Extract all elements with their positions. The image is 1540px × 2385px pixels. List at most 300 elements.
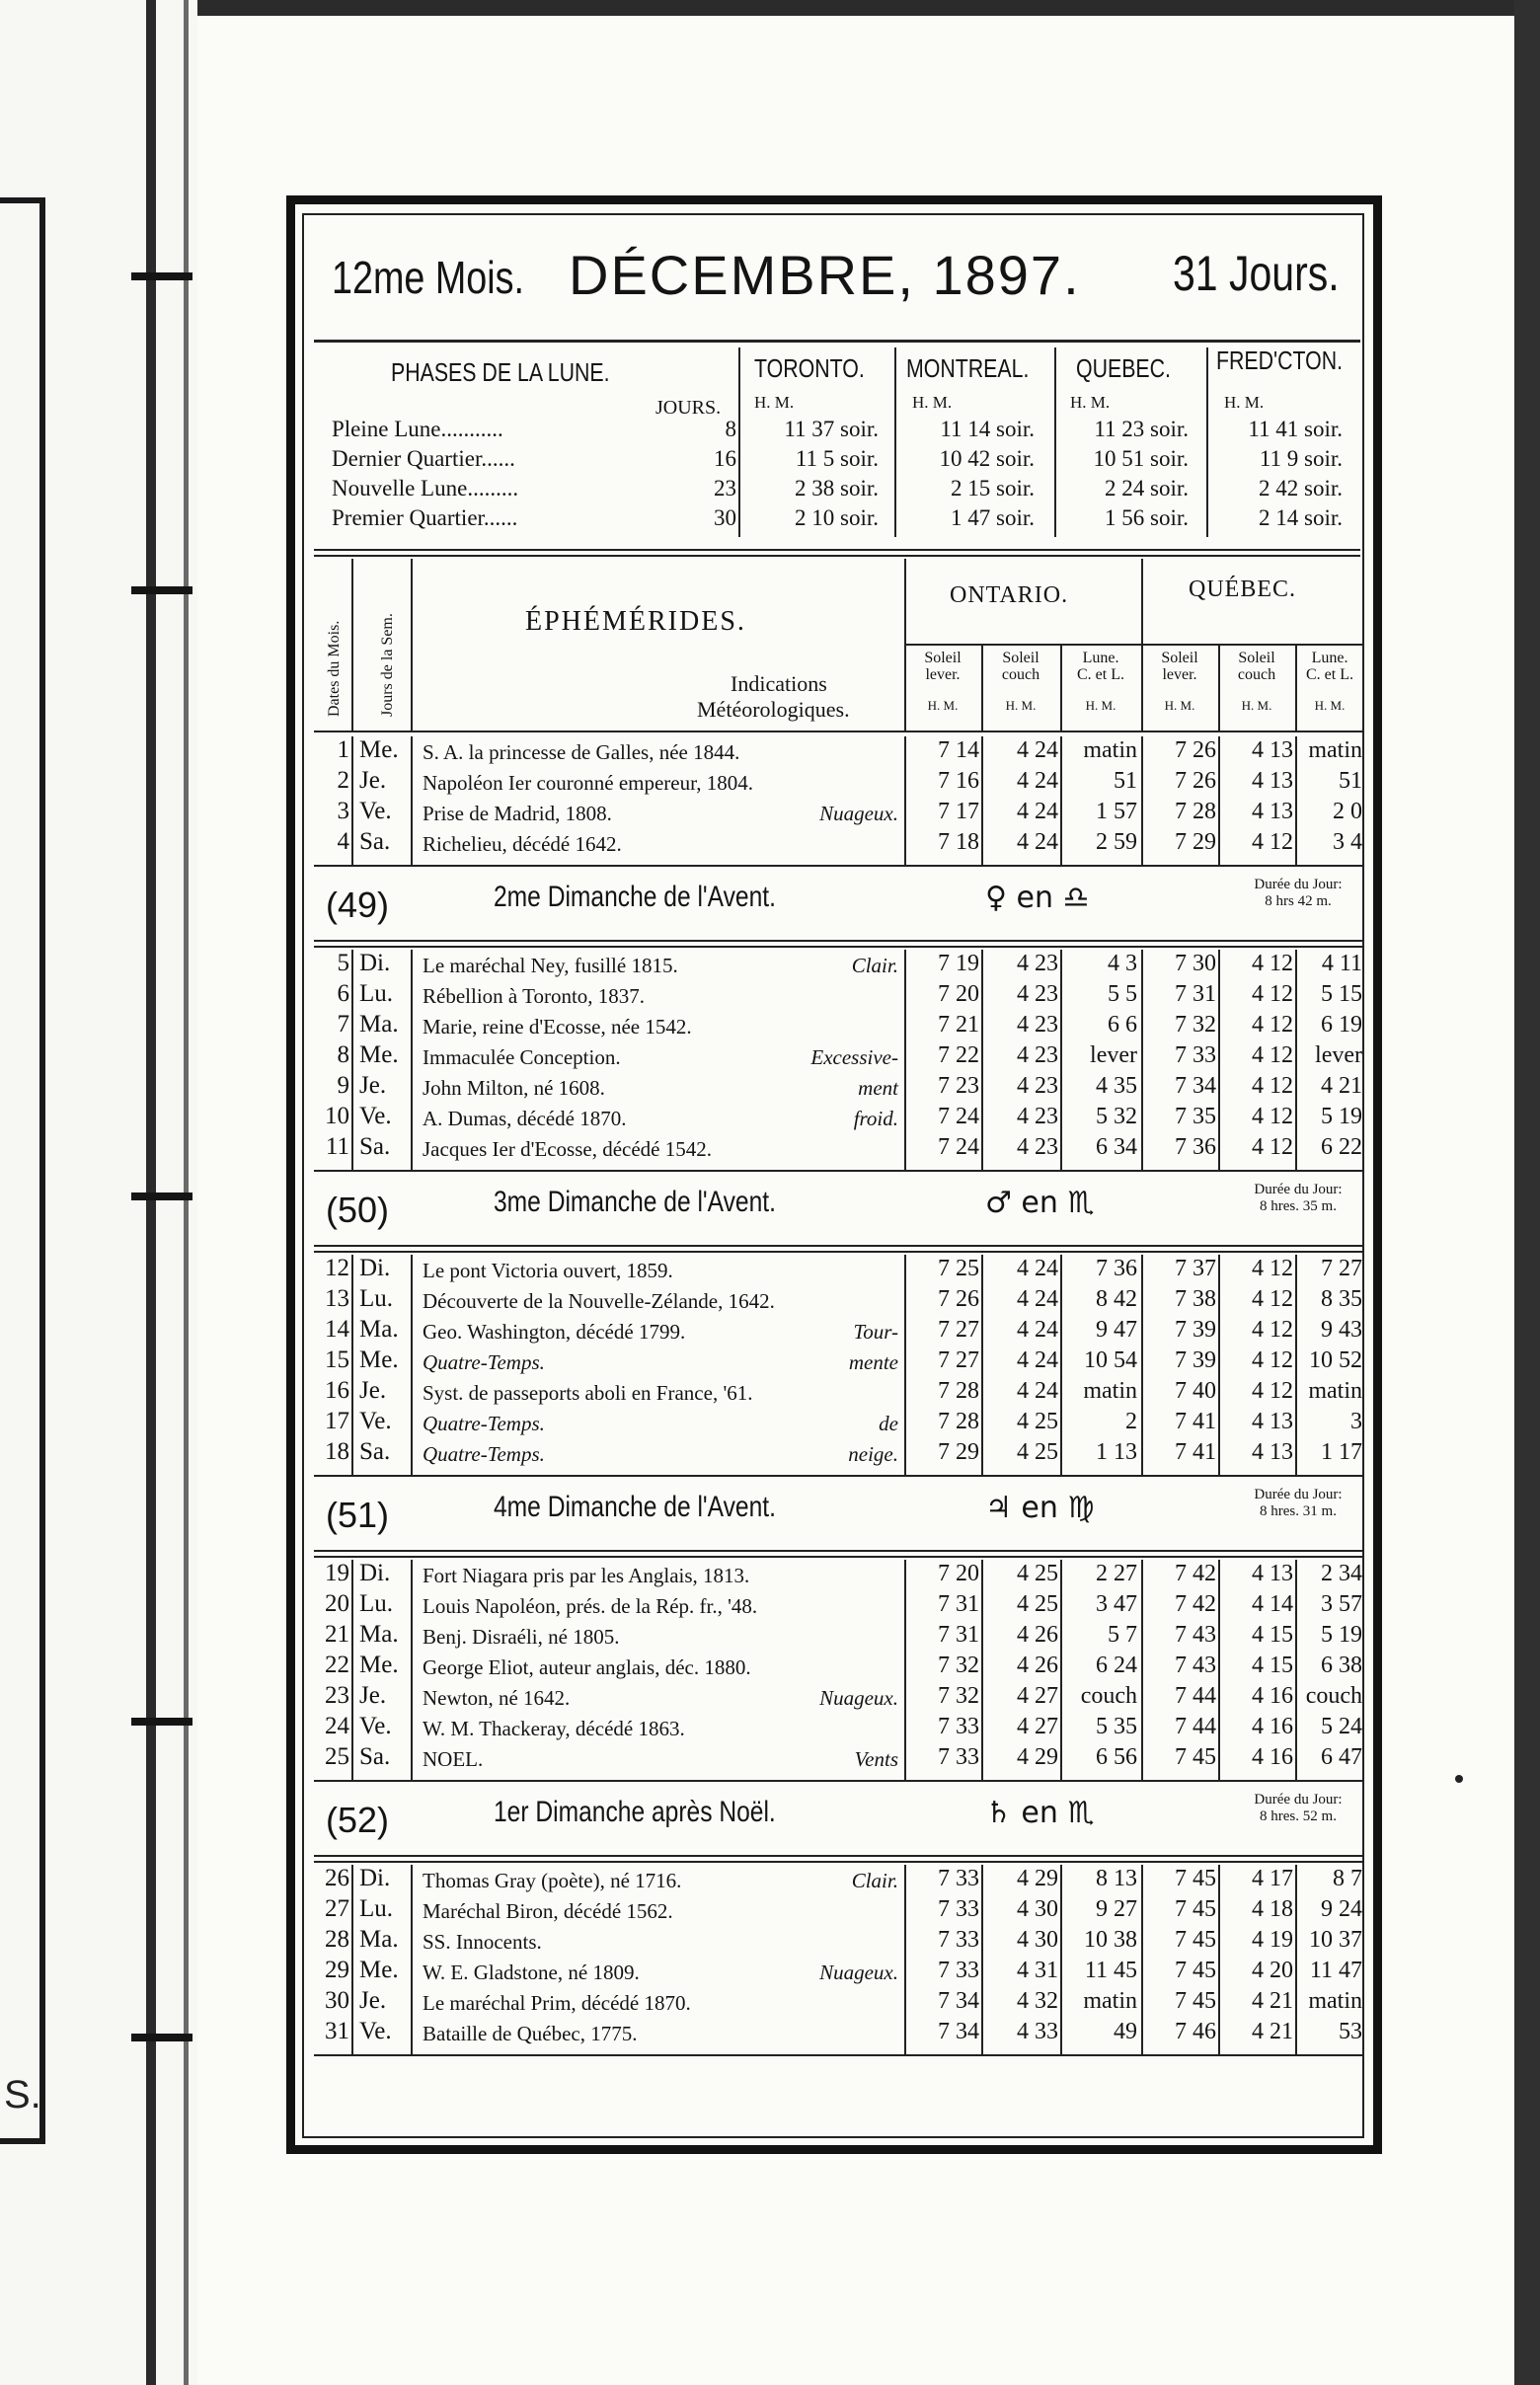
sunday-week-number: (49) [326, 885, 390, 925]
time-cell: 7 44 [1175, 1714, 1216, 1739]
month-number: 12me Mois. [332, 252, 524, 303]
ephemeris-event: Le pont Victoria ouvert, 1859. [423, 1259, 673, 1282]
col-divider [1060, 950, 1062, 1170]
time-cell: 5 5 [1108, 981, 1137, 1007]
phase-time: 11 37 soir. [784, 417, 879, 441]
time-cell: 3 4 [1333, 829, 1362, 855]
planet-position: ♃ en ♍ [985, 1491, 1095, 1525]
block-bottom-rule [314, 865, 1362, 867]
time-cell: 7 31 [1175, 981, 1216, 1007]
time-cell: 4 15 [1252, 1622, 1293, 1648]
time-cell: 4 24 [1017, 768, 1058, 794]
time-cell: 4 12 [1252, 1042, 1293, 1068]
col-divider [1295, 736, 1297, 865]
time-cell: 7 45 [1175, 1927, 1216, 1953]
time-cell: 7 43 [1175, 1622, 1216, 1648]
col-divider [1141, 1255, 1143, 1475]
time-cell: 4 26 [1017, 1653, 1058, 1678]
time-cell: 7 17 [938, 799, 979, 824]
ephemeris-event: Maréchal Biron, décédé 1562. [423, 1899, 673, 1923]
time-cell: 4 13 [1252, 1439, 1293, 1465]
time-cell: 4 31 [1017, 1958, 1058, 1983]
time-cell: 7 26 [938, 1286, 979, 1312]
col-divider [981, 950, 983, 1170]
time-cell: 5 7 [1108, 1622, 1137, 1648]
time-cell: 7 34 [938, 1988, 979, 2014]
time-cell: 7 41 [1175, 1439, 1216, 1465]
day-length-label: Durée du Jour: [1254, 1792, 1343, 1808]
col-divider [981, 1865, 983, 2054]
time-cell: 7 30 [1175, 951, 1216, 976]
ephemeris-event: Geo. Washington, décédé 1799. [423, 1320, 686, 1344]
day-length-value: 8 hres. 31 m. [1260, 1503, 1337, 1519]
weekday: Je. [359, 1987, 387, 2014]
col-divider [411, 1865, 413, 2054]
city-toronto: TORONTO. [754, 353, 865, 383]
weather-indication: Nuageux. [819, 802, 898, 825]
previous-page-frame [0, 197, 45, 2144]
day-length-label: Durée du Jour: [1254, 877, 1343, 892]
time-cell: 7 20 [938, 1561, 979, 1586]
col-divider [904, 736, 906, 865]
time-cell: matin [1308, 1378, 1362, 1404]
ephemerides-title: ÉPHÉMÉRIDES. [525, 606, 746, 637]
weekday: Me. [359, 1652, 399, 1678]
time-cell: 4 23 [1017, 981, 1058, 1007]
time-cell: 4 12 [1252, 1286, 1293, 1312]
col-divider [1060, 644, 1062, 732]
hm-label: H. M. [912, 393, 953, 412]
col-divider [904, 1560, 906, 1780]
time-cell: 10 38 [1084, 1927, 1137, 1953]
time-cell: 4 12 [1252, 951, 1293, 976]
time-cell: 7 37 [1175, 1256, 1216, 1281]
time-cell: 6 19 [1321, 1012, 1362, 1038]
time-cell: 7 34 [1175, 1073, 1216, 1099]
weekday: Ve. [359, 1103, 392, 1129]
time-cell: 4 12 [1252, 1378, 1293, 1404]
date-of-month: 4 [337, 828, 349, 855]
date-of-month: 18 [325, 1438, 349, 1465]
phase-time: 11 9 soir. [1259, 446, 1343, 471]
column-header: Lune. [1311, 650, 1348, 666]
time-cell: 7 42 [1175, 1561, 1216, 1586]
time-cell: 7 27 [938, 1347, 979, 1373]
time-cell: 5 32 [1096, 1104, 1137, 1129]
sunday-title: 4me Dimanche de l'Avent. [494, 1491, 776, 1523]
time-cell: 4 23 [1017, 1042, 1058, 1068]
time-cell: 4 21 [1252, 2019, 1293, 2044]
time-cell: 1 57 [1096, 799, 1137, 824]
block-rule [314, 1251, 1362, 1253]
day-length-label: Durée du Jour: [1254, 1487, 1343, 1502]
time-cell: 3 [1350, 1409, 1362, 1434]
date-of-month: 8 [337, 1041, 349, 1068]
planet-position: ♀ en ♎ [985, 881, 1090, 915]
date-of-month: 20 [325, 1590, 349, 1617]
time-cell: 7 33 [1175, 1042, 1216, 1068]
time-cell: 7 42 [1175, 1591, 1216, 1617]
time-cell: 7 33 [938, 1744, 979, 1770]
phase-divider [1054, 347, 1056, 537]
col-divider [351, 1255, 353, 1475]
phase-time: 2 38 soir. [795, 476, 879, 500]
time-cell: 6 38 [1321, 1653, 1362, 1678]
phase-time: 10 51 soir. [1093, 446, 1189, 471]
time-cell: matin [1083, 1378, 1137, 1404]
date-of-month: 15 [325, 1346, 349, 1373]
time-cell: 4 27 [1017, 1683, 1058, 1709]
time-cell: 4 13 [1252, 799, 1293, 824]
ephemeris-event: S. A. la princesse de Galles, née 1844. [423, 740, 740, 764]
time-cell: matin [1083, 1988, 1137, 2014]
weekday: Sa. [359, 1743, 391, 1770]
hm-units: H. M. [1005, 698, 1037, 713]
date-of-month: 22 [325, 1652, 349, 1678]
time-cell: 7 34 [938, 2019, 979, 2044]
col-divider [1295, 1560, 1297, 1780]
weekday: Ve. [359, 798, 392, 824]
col-divider [904, 1255, 906, 1475]
ephemeris-event: W. E. Gladstone, né 1809. [423, 1961, 640, 1984]
ephemeris-event: Thomas Gray (poète), né 1716. [423, 1869, 682, 1892]
time-cell: 7 31 [938, 1622, 979, 1648]
weekday: Me. [359, 1957, 399, 1983]
ephemeris-event: Benj. Disraéli, né 1805. [423, 1625, 620, 1649]
col-divider [1218, 1255, 1220, 1475]
time-cell: 5 19 [1321, 1104, 1362, 1129]
hm-label: H. M. [1070, 393, 1111, 412]
weekday: Di. [359, 1560, 391, 1586]
time-cell: 7 33 [938, 1896, 979, 1922]
ephemeris-event: Prise de Madrid, 1808. [423, 802, 612, 825]
time-cell: lever [1090, 1042, 1137, 1068]
date-of-month: 5 [337, 950, 349, 976]
time-cell: 53 [1339, 2019, 1362, 2044]
time-cell: 4 23 [1017, 1104, 1058, 1129]
column-header: C. et L. [1306, 666, 1353, 683]
date-of-month: 26 [325, 1865, 349, 1891]
time-cell: 4 18 [1252, 1896, 1293, 1922]
day-length-value: 8 hres. 35 m. [1260, 1198, 1337, 1214]
day-length-label: Durée du Jour: [1254, 1182, 1343, 1197]
time-cell: 7 18 [938, 829, 979, 855]
sunday-title: 2me Dimanche de l'Avent. [494, 881, 776, 913]
phase-time: 2 42 soir. [1259, 476, 1343, 500]
col-divider [1141, 950, 1143, 1170]
time-cell: 9 27 [1096, 1896, 1137, 1922]
phase-day: 8 [725, 417, 736, 441]
time-cell: 4 12 [1252, 1347, 1293, 1373]
ephemeris-event: Newton, né 1642. [423, 1686, 571, 1710]
weekday: Ve. [359, 2018, 392, 2044]
time-cell: 2 34 [1321, 1561, 1362, 1586]
time-cell: 4 24 [1017, 799, 1058, 824]
city-quebec: QUEBEC. [1076, 353, 1171, 383]
time-cell: 7 16 [938, 768, 979, 794]
time-cell: 4 19 [1252, 1927, 1293, 1953]
time-cell: 4 23 [1017, 1073, 1058, 1099]
ephemeris-event: Quatre-Temps. [423, 1442, 545, 1466]
time-cell: 6 56 [1096, 1744, 1137, 1770]
region-ontario: ONTARIO. [950, 582, 1069, 608]
col-divider [1141, 1865, 1143, 2054]
column-header: Soleil [1161, 650, 1198, 666]
time-cell: 7 45 [1175, 1958, 1216, 1983]
col-divider [351, 1865, 353, 2054]
time-cell: 4 16 [1252, 1683, 1293, 1709]
col-divider [351, 559, 353, 732]
time-cell: 7 24 [938, 1134, 979, 1160]
binding-thread [131, 586, 192, 594]
ephemeris-event: Rébellion à Toronto, 1837. [423, 984, 646, 1008]
date-of-month: 28 [325, 1926, 349, 1953]
time-cell: 7 14 [938, 737, 979, 763]
weather-indication: Nuageux. [819, 1961, 898, 1984]
time-cell: 7 27 [1321, 1256, 1362, 1281]
phase-day: 23 [714, 476, 736, 500]
time-cell: 7 21 [938, 1012, 979, 1038]
block-bottom-rule [314, 1780, 1362, 1782]
jours-label: JOURS. [655, 397, 722, 419]
time-cell: 7 41 [1175, 1409, 1216, 1434]
column-header: Soleil [924, 650, 962, 666]
phases-title: PHASES DE LA LUNE. [391, 357, 610, 387]
col-divider [1295, 950, 1297, 1170]
col-divider [1218, 950, 1220, 1170]
time-cell: 8 7 [1333, 1866, 1362, 1891]
time-cell: 4 13 [1252, 737, 1293, 763]
time-cell: 4 16 [1252, 1714, 1293, 1739]
time-cell: 4 24 [1017, 1347, 1058, 1373]
phase-time: 2 10 soir. [795, 505, 879, 530]
time-cell: 3 47 [1096, 1591, 1137, 1617]
time-cell: 4 12 [1252, 1104, 1293, 1129]
day-length-value: 8 hres. 52 m. [1260, 1808, 1337, 1824]
time-cell: 7 40 [1175, 1378, 1216, 1404]
time-cell: 7 45 [1175, 1866, 1216, 1891]
time-cell: 7 46 [1175, 2019, 1216, 2044]
date-of-month: 16 [325, 1377, 349, 1404]
time-cell: 6 6 [1108, 1012, 1137, 1038]
phase-time: 11 5 soir. [795, 446, 879, 471]
time-cell: 4 30 [1017, 1927, 1058, 1953]
meteo-label: Météorologiques. [697, 697, 850, 722]
ephemeris-event: Marie, reine d'Ecosse, née 1542. [423, 1015, 692, 1039]
date-of-month: 19 [325, 1560, 349, 1586]
weekday: Me. [359, 736, 399, 763]
column-header: Soleil [1238, 650, 1275, 666]
weekday: Di. [359, 950, 391, 976]
time-cell: 4 23 [1017, 951, 1058, 976]
phase-name: Dernier Quartier...... [332, 446, 515, 471]
time-cell: 4 25 [1017, 1591, 1058, 1617]
time-cell: 4 21 [1321, 1073, 1362, 1099]
weekday: Sa. [359, 1438, 391, 1465]
weekday: Di. [359, 1865, 391, 1891]
time-cell: 8 35 [1321, 1286, 1362, 1312]
hm-units: H. M. [1241, 698, 1272, 713]
ephemeris-event: Découverte de la Nouvelle-Zélande, 1642. [423, 1289, 775, 1313]
time-cell: 2 59 [1096, 829, 1137, 855]
indications-label: Indications [731, 671, 827, 696]
time-cell: 11 47 [1309, 1958, 1362, 1983]
time-cell: 2 27 [1096, 1561, 1137, 1586]
block-bottom-rule [314, 1475, 1362, 1477]
col-divider [1295, 1255, 1297, 1475]
col-divider [351, 736, 353, 865]
hm-units: H. M. [1085, 698, 1116, 713]
time-cell: 7 33 [938, 1714, 979, 1739]
time-cell: 7 32 [1175, 1012, 1216, 1038]
time-cell: 4 12 [1252, 1134, 1293, 1160]
hm-label: H. M. [754, 393, 795, 412]
col-divider [411, 1560, 413, 1780]
time-cell: 7 36 [1096, 1256, 1137, 1281]
weather-indication: neige. [848, 1442, 898, 1466]
ephemeris-event: NOEL. [423, 1747, 484, 1771]
time-cell: 4 12 [1252, 1317, 1293, 1343]
time-cell: 4 21 [1252, 1988, 1293, 2014]
phase-divider [1206, 347, 1208, 537]
block-bottom-rule [314, 2054, 1362, 2056]
hm-units: H. M. [1314, 698, 1346, 713]
col-divider [904, 1865, 906, 2054]
city-montreal: MONTREAL. [906, 353, 1030, 383]
phase-time: 11 14 soir. [940, 417, 1035, 441]
time-cell: 4 17 [1252, 1866, 1293, 1891]
date-of-month: 12 [325, 1255, 349, 1281]
weekday: Ve. [359, 1713, 392, 1739]
time-cell: 7 45 [1175, 1744, 1216, 1770]
weather-indication: Tour- [853, 1320, 898, 1344]
date-of-month: 10 [325, 1103, 349, 1129]
time-cell: 3 57 [1321, 1591, 1362, 1617]
section-rule [314, 549, 1360, 551]
time-cell: 8 42 [1096, 1286, 1137, 1312]
sunday-title: 3me Dimanche de l'Avent. [494, 1186, 776, 1218]
time-cell: matin [1083, 737, 1137, 763]
col-divider [1060, 1255, 1062, 1475]
time-cell: 7 24 [938, 1104, 979, 1129]
col-divider [1218, 644, 1220, 732]
binding-thread [131, 1718, 192, 1726]
col-divider [1295, 644, 1297, 732]
hm-units: H. M. [927, 698, 959, 713]
weekday: Je. [359, 767, 387, 794]
phase-time: 11 41 soir. [1248, 417, 1343, 441]
ephemeris-event: Le maréchal Prim, décédé 1870. [423, 1991, 691, 2015]
block-bottom-rule [314, 1170, 1362, 1172]
ephemeris-event: Fort Niagara pris par les Anglais, 1813. [423, 1564, 750, 1587]
date-of-month: 29 [325, 1957, 349, 1983]
ephemeris-event: Immaculée Conception. [423, 1045, 621, 1069]
weekday: Me. [359, 1041, 399, 1068]
ephemeris-event: Richelieu, décédé 1642. [423, 832, 622, 856]
days-count: 31 Jours. [1173, 246, 1340, 301]
time-cell: 7 28 [938, 1409, 979, 1434]
date-of-month: 17 [325, 1408, 349, 1434]
col-divider [981, 644, 983, 732]
time-cell: 7 22 [938, 1042, 979, 1068]
time-cell: matin [1308, 1988, 1362, 2014]
weekdays-label: Jours de la Sem. [379, 613, 396, 717]
weekday: Di. [359, 1255, 391, 1281]
time-cell: 6 47 [1321, 1744, 1362, 1770]
phase-time: 1 56 soir. [1105, 505, 1189, 530]
time-cell: 7 44 [1175, 1683, 1216, 1709]
time-cell: lever [1315, 1042, 1362, 1068]
time-cell: 4 13 [1252, 768, 1293, 794]
time-cell: 4 30 [1017, 1896, 1058, 1922]
time-cell: 4 29 [1017, 1866, 1058, 1891]
col-divider [904, 950, 906, 1170]
time-cell: 4 13 [1252, 1409, 1293, 1434]
previous-page-fragment: S. [4, 2073, 41, 2116]
col-divider [1141, 736, 1143, 865]
ephemeris-event: John Milton, né 1608. [423, 1076, 605, 1100]
page-inner-border [302, 213, 1364, 2138]
ephemeris-event: W. M. Thackeray, décédé 1863. [423, 1717, 685, 1740]
time-cell: 7 33 [938, 1866, 979, 1891]
column-header: Soleil [1002, 650, 1040, 666]
weather-indication: de [879, 1412, 898, 1435]
time-cell: 8 13 [1096, 1866, 1137, 1891]
col-divider [981, 1255, 983, 1475]
time-cell: 51 [1339, 768, 1362, 794]
date-of-month: 21 [325, 1621, 349, 1648]
weekday: Lu. [359, 1285, 394, 1312]
time-cell: 4 14 [1252, 1591, 1293, 1617]
time-cell: 7 45 [1175, 1988, 1216, 2014]
time-cell: 7 38 [1175, 1286, 1216, 1312]
day-length-value: 8 hrs 42 m. [1265, 893, 1332, 909]
date-of-month: 2 [337, 767, 349, 794]
time-cell: 7 36 [1175, 1134, 1216, 1160]
time-cell: 5 35 [1096, 1714, 1137, 1739]
time-cell: 7 35 [1175, 1104, 1216, 1129]
weekday: Ve. [359, 1408, 392, 1434]
time-cell: couch [1080, 1683, 1137, 1709]
phase-day: 30 [714, 505, 736, 530]
time-cell: 1 13 [1096, 1439, 1137, 1465]
sunday-title: 1er Dimanche après Noël. [494, 1796, 776, 1828]
time-cell: 7 32 [938, 1683, 979, 1709]
binding-thread [131, 2034, 192, 2041]
weekday: Lu. [359, 980, 394, 1007]
hm-units: H. M. [1164, 698, 1195, 713]
col-divider [411, 736, 413, 865]
time-cell: 6 34 [1096, 1134, 1137, 1160]
block-rule [314, 1245, 1362, 1247]
time-cell: 4 25 [1017, 1561, 1058, 1586]
sunday-week-number: (51) [326, 1495, 390, 1535]
time-cell: 7 39 [1175, 1317, 1216, 1343]
time-cell: couch [1305, 1683, 1362, 1709]
time-cell: 7 28 [1175, 799, 1216, 824]
weather-indication: froid. [853, 1107, 898, 1130]
ephemeris-event: Le maréchal Ney, fusillé 1815. [423, 954, 678, 977]
time-cell: 4 11 [1321, 951, 1362, 976]
time-cell: 4 16 [1252, 1744, 1293, 1770]
time-cell: 4 24 [1017, 1256, 1058, 1281]
weather-indication: ment [858, 1076, 898, 1100]
binding-thread [131, 1192, 192, 1200]
time-cell: 4 3 [1108, 951, 1137, 976]
ephemeris-event: SS. Innocents. [423, 1930, 542, 1954]
time-cell: 7 31 [938, 1591, 979, 1617]
time-cell: 7 29 [1175, 829, 1216, 855]
